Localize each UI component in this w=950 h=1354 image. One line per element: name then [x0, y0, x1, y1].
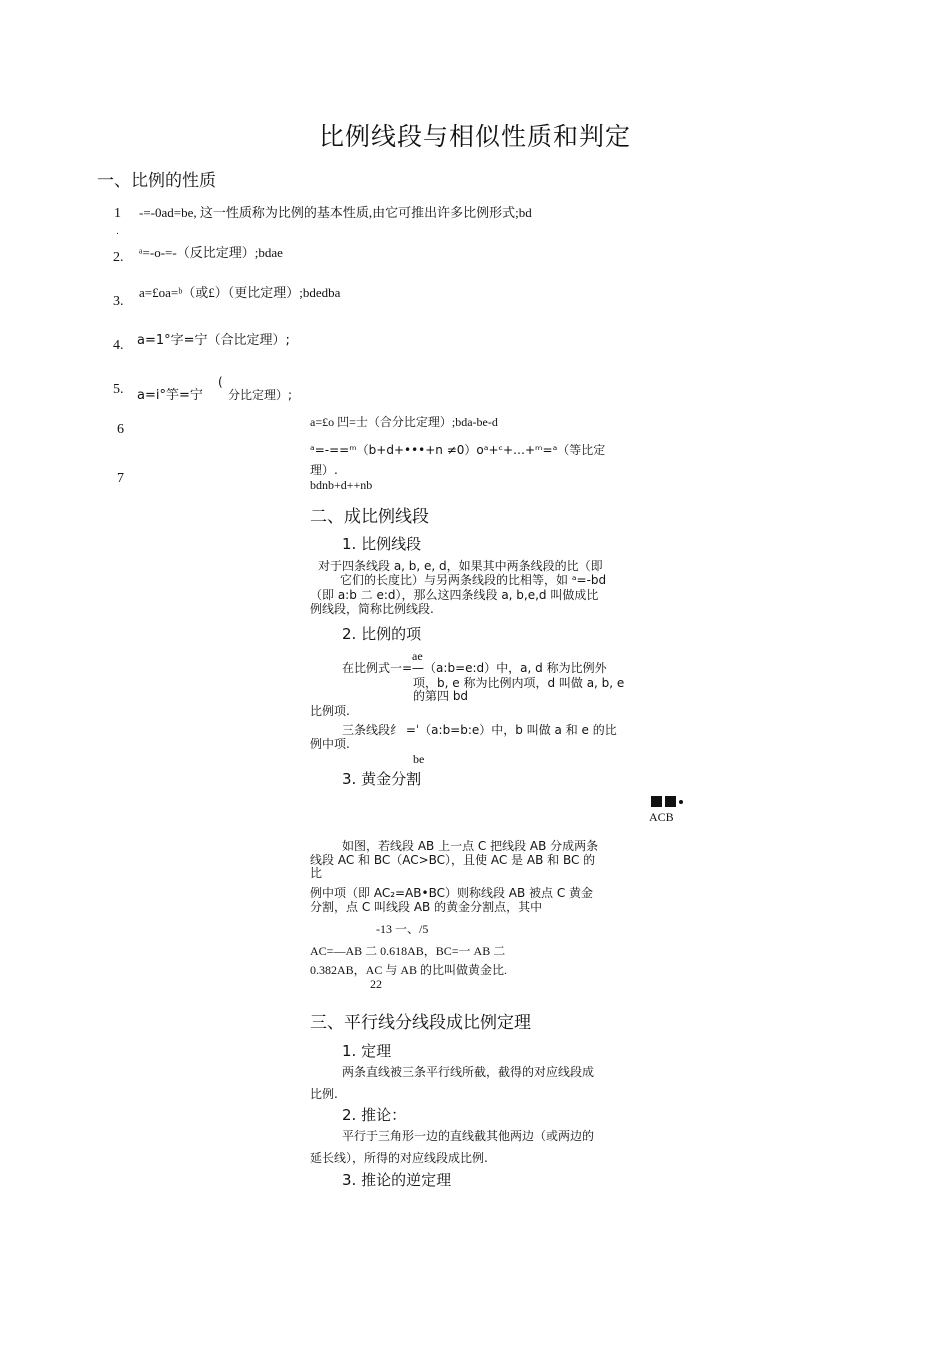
paragraph-line: 在比例式一=—（a:b=e:d）中，a, d 称为比例外 [342, 661, 607, 675]
subheading: 3. 黄金分割 [342, 770, 422, 788]
paragraph-line: 三条线段纟 =ˈ（a:b=b:e）中，b 叫做 a 和 e 的比 [342, 723, 617, 737]
paragraph-line: 例线段，简称比例线段. [310, 602, 434, 616]
section-heading-parallel-lines: 三、平行线分线段成比例定理 [310, 1013, 531, 1033]
property-text: a=£o 凹=士（合分比定理）;bda-be-d [310, 415, 498, 429]
property-text: a=1°字=宁（合比定理）; [137, 333, 290, 348]
item-number: 7 [117, 471, 124, 486]
segment-figure [651, 793, 683, 809]
paragraph-line: 项，b, e 称为比例内项，d 叫做 a, b, e [413, 676, 625, 690]
item-number: 2. [113, 250, 124, 265]
property-text: -=-0ad=be, 这一性质称为比例的基本性质,由它可推出许多比例形式;bd [139, 205, 532, 220]
property-text-tail: 分比定理）; [228, 388, 293, 402]
paragraph-line: 比例. [310, 1087, 338, 1101]
subheading: 2. 推论： [342, 1106, 407, 1124]
formula-denominators: 22 [370, 977, 382, 991]
paragraph-line: 两条直线被三条平行线所截，截得的对应线段成 [342, 1065, 595, 1079]
paragraph-line: 如图，若线段 AB 上一点 C 把线段 AB 分成两条 [342, 839, 599, 853]
fraction-denominators: be [413, 752, 425, 766]
subheading: 1. 比例线段 [342, 535, 422, 553]
paragraph-line: 例中项（即 AC₂=AB•BC）则称线段 AB 被点 C 黄金 [310, 886, 594, 900]
item-number: 4. [113, 338, 124, 353]
paragraph-line: 比 [310, 866, 323, 880]
property-text: a=i°竽=宁 [137, 388, 203, 403]
paragraph-line: 对于四条线段 a, b, e, d，如果其中两条线段的比（即 [318, 559, 603, 573]
figure-label: ACB [649, 810, 674, 824]
paragraph-line: 的第四 bd [413, 689, 469, 703]
paragraph-line: 分割，点 C 叫线段 AB 的黄金分割点，其中 [310, 900, 543, 914]
property-text: bdnb+d++nb [310, 478, 373, 492]
paragraph-line: 它们的长度比）与另两条线段的比相等，如 ᵃ=-bd [340, 573, 607, 587]
item-number: 1 [114, 206, 121, 221]
item-number: 5. [113, 382, 124, 397]
subheading: 3. 推论的逆定理 [342, 1171, 452, 1189]
item-number: 3. [113, 294, 124, 309]
page-title: 比例线段与相似性质和判定 [318, 122, 631, 151]
section-heading-properties: 一、比例的性质 [97, 171, 216, 191]
item-mark: . [116, 227, 119, 237]
fraction-numerators: ae [412, 649, 423, 663]
paragraph-line: 比例项. [310, 704, 350, 718]
paragraph-line: 延长线），所得的对应线段成比例. [310, 1151, 488, 1165]
paragraph-line: 线段 AC 和 BC（AC>BC），且使 AC 是 AB 和 BC 的 [310, 853, 596, 867]
section-heading-proportional-segments: 二、成比例线段 [310, 507, 429, 527]
property-text: a=£oa=ᵇ（或£）（更比定理）;bdedba [139, 285, 341, 300]
property-text: 理）. [310, 463, 338, 477]
subheading: 1. 定理 [342, 1042, 392, 1060]
subheading: 2. 比例的项 [342, 625, 422, 643]
property-text: ᵃ=-==ᵐ（b+d+•••+n ≠0）oᵃ+ᶜ+…+ᵐ=ᵃ（等比定 [310, 443, 606, 457]
property-text: ᵃ=-o-=-（反比定理）;bdae [139, 245, 283, 260]
paragraph-line: （即 a:b 二 e:d），那么这四条线段 a, b,e,d 叫做成比 [310, 588, 599, 602]
formula-numerators: -13 一、/5 [376, 922, 429, 936]
formula-line: AC=—AB 二 0.618AB，BC=一 AB 二 [310, 944, 506, 958]
paren-mark: ( [218, 375, 223, 389]
paragraph-line: 例中项. [310, 737, 350, 751]
paragraph-line: 平行于三角形一边的直线截其他两边（或两边的 [342, 1129, 595, 1143]
formula-line: 0.382AB，AC 与 AB 的比叫做黄金比. [310, 963, 508, 977]
item-number: 6 [117, 422, 124, 437]
